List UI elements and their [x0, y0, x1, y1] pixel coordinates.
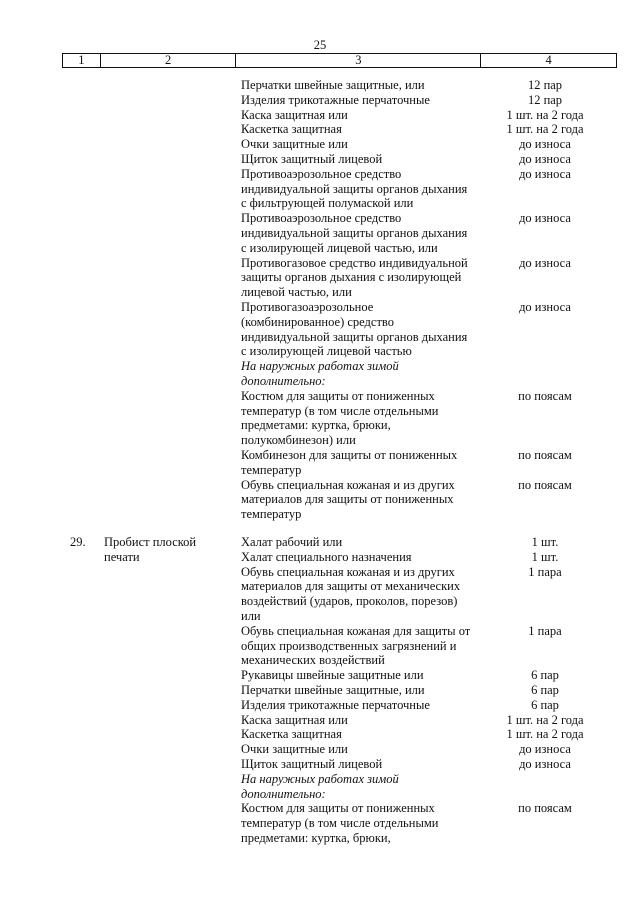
item-name: Противогазовое средство индивидуальной защиты органов дыхания с изолирующей лицевой частью, или	[241, 255, 468, 300]
item-norm: до износа	[519, 211, 571, 226]
column-header-4: 4	[481, 54, 617, 68]
item-norm: по поясам	[518, 447, 572, 462]
list-item	[241, 757, 640, 772]
item-name: Очки защитные или	[241, 137, 348, 152]
list-item	[241, 550, 640, 565]
section-note	[241, 772, 640, 802]
column-header-2: 2	[100, 54, 236, 68]
list-item	[241, 698, 640, 713]
item-norm: 6 пар	[531, 682, 559, 697]
item-name: Перчатки швейные защитные, или	[241, 78, 425, 92]
item-norm: до износа	[519, 137, 571, 152]
item-norm: 12 пар	[527, 92, 563, 107]
list-item	[241, 108, 640, 123]
section-note	[241, 359, 640, 389]
item-norm: 1 шт. на 2 года	[506, 712, 584, 727]
item-name: Щиток защитный лицевой	[241, 151, 383, 166]
item-name: Противоаэрозольное средство индивидуальной защиты органов дыхания с изолирующей лицевой частью, или	[241, 211, 468, 255]
item-norm: до износа	[519, 756, 571, 771]
list-item	[241, 256, 640, 300]
item-name: Обувь специальная кожаная и из других материалов для защиты от механических воздействий (ударов, проколов, порезов) или	[241, 564, 461, 623]
item-name: Каскетка защитная	[241, 727, 342, 742]
item-norm: по поясам	[518, 801, 572, 816]
item-name: Халат специального назначения	[241, 549, 412, 564]
list-item	[241, 167, 640, 211]
page-number: 25	[313, 38, 327, 52]
item-name: Очки защитные или	[241, 742, 348, 757]
item-norm: 1 шт. на 2 года	[506, 122, 584, 137]
item-name: Обувь специальная кожаная и из других материалов для защиты от пониженных температур	[241, 477, 455, 522]
item-norm: до износа	[519, 299, 571, 314]
item-norm: 1 шт. на 2 года	[506, 107, 584, 122]
list-item	[241, 713, 640, 728]
item-norm: 1 шт. на 2 года	[506, 727, 584, 742]
list-item	[241, 152, 640, 167]
list-item	[241, 535, 640, 550]
item-name: Халат рабочий или	[241, 535, 343, 549]
list-item	[241, 389, 640, 448]
column-header-1: 1	[63, 54, 101, 68]
item-name: Каска защитная или	[241, 712, 348, 727]
list-item	[241, 93, 640, 108]
list-item	[241, 801, 640, 845]
item-name: Изделия трикотажные перчаточные	[241, 697, 430, 712]
list-item	[241, 742, 640, 757]
item-norm: 1 шт.	[531, 535, 559, 549]
list-item	[241, 137, 640, 152]
item-name: Костюм для защиты от пониженных температур (в том числе отдельными предметами: куртка, брюки,	[241, 801, 439, 845]
column-header-3: 3	[236, 54, 481, 68]
item-name: Противогазоаэрозольное (комбинированное) средство индивидуальной защиты органов дыхания с изолирующей лицевой частью	[241, 299, 468, 359]
item-norm: до износа	[519, 255, 571, 270]
item-name: Каска защитная или	[241, 107, 348, 122]
item-norm: 6 пар	[531, 668, 559, 683]
item-norm: по поясам	[518, 477, 572, 492]
item-name: Изделия трикотажные перчаточные	[241, 92, 430, 107]
profession-name: Пробист плоской печати	[104, 535, 197, 564]
item-name: Комбинезон для защиты от пониженных температур	[241, 447, 458, 477]
item-name: Костюм для защиты от пониженных температур (в том числе отдельными предметами: куртка, брюки, полукомбинезон) или	[241, 388, 439, 448]
list-item	[241, 683, 640, 698]
item-name: Рукавицы швейные защитные или	[241, 668, 424, 683]
item-name: На наружных работах зимой дополнительно:	[241, 359, 399, 388]
list-item	[241, 211, 640, 255]
item-norm: до износа	[519, 166, 571, 181]
item-name: Щиток защитный лицевой	[241, 756, 383, 771]
column-header-table	[62, 53, 617, 68]
item-norm: 1 пара	[528, 623, 562, 638]
item-norm: до износа	[519, 151, 571, 166]
item-name: Обувь специальная кожаная для защиты от общих производственных загрязнений и механических воздействий	[241, 623, 471, 668]
protective-items-list	[241, 78, 640, 522]
item-name: Перчатки швейные защитные, или	[241, 682, 425, 697]
list-item	[241, 565, 640, 624]
item-name: Противоаэрозольное средство индивидуальной защиты органов дыхания с фильтрующей полумаской или	[241, 166, 468, 211]
list-item	[241, 78, 640, 93]
item-name: Каскетка защитная	[241, 122, 342, 137]
list-item	[241, 478, 640, 522]
list-item	[241, 668, 640, 683]
list-item	[241, 727, 640, 742]
item-norm: до износа	[519, 742, 571, 757]
item-norm: 1 пара	[528, 564, 562, 579]
list-item	[241, 624, 640, 668]
column-header-row	[63, 54, 617, 68]
item-norm: 6 пар	[531, 697, 559, 712]
list-item	[241, 122, 640, 137]
item-name: На наружных работах зимой дополнительно:	[241, 771, 399, 801]
item-norm: 12 пар	[527, 78, 563, 92]
protective-items-list	[241, 535, 640, 846]
item-norm: 1 шт.	[531, 549, 559, 564]
item-norm: по поясам	[518, 388, 572, 403]
list-item	[241, 448, 640, 478]
row-number: 29.	[70, 535, 86, 549]
list-item	[241, 300, 640, 359]
